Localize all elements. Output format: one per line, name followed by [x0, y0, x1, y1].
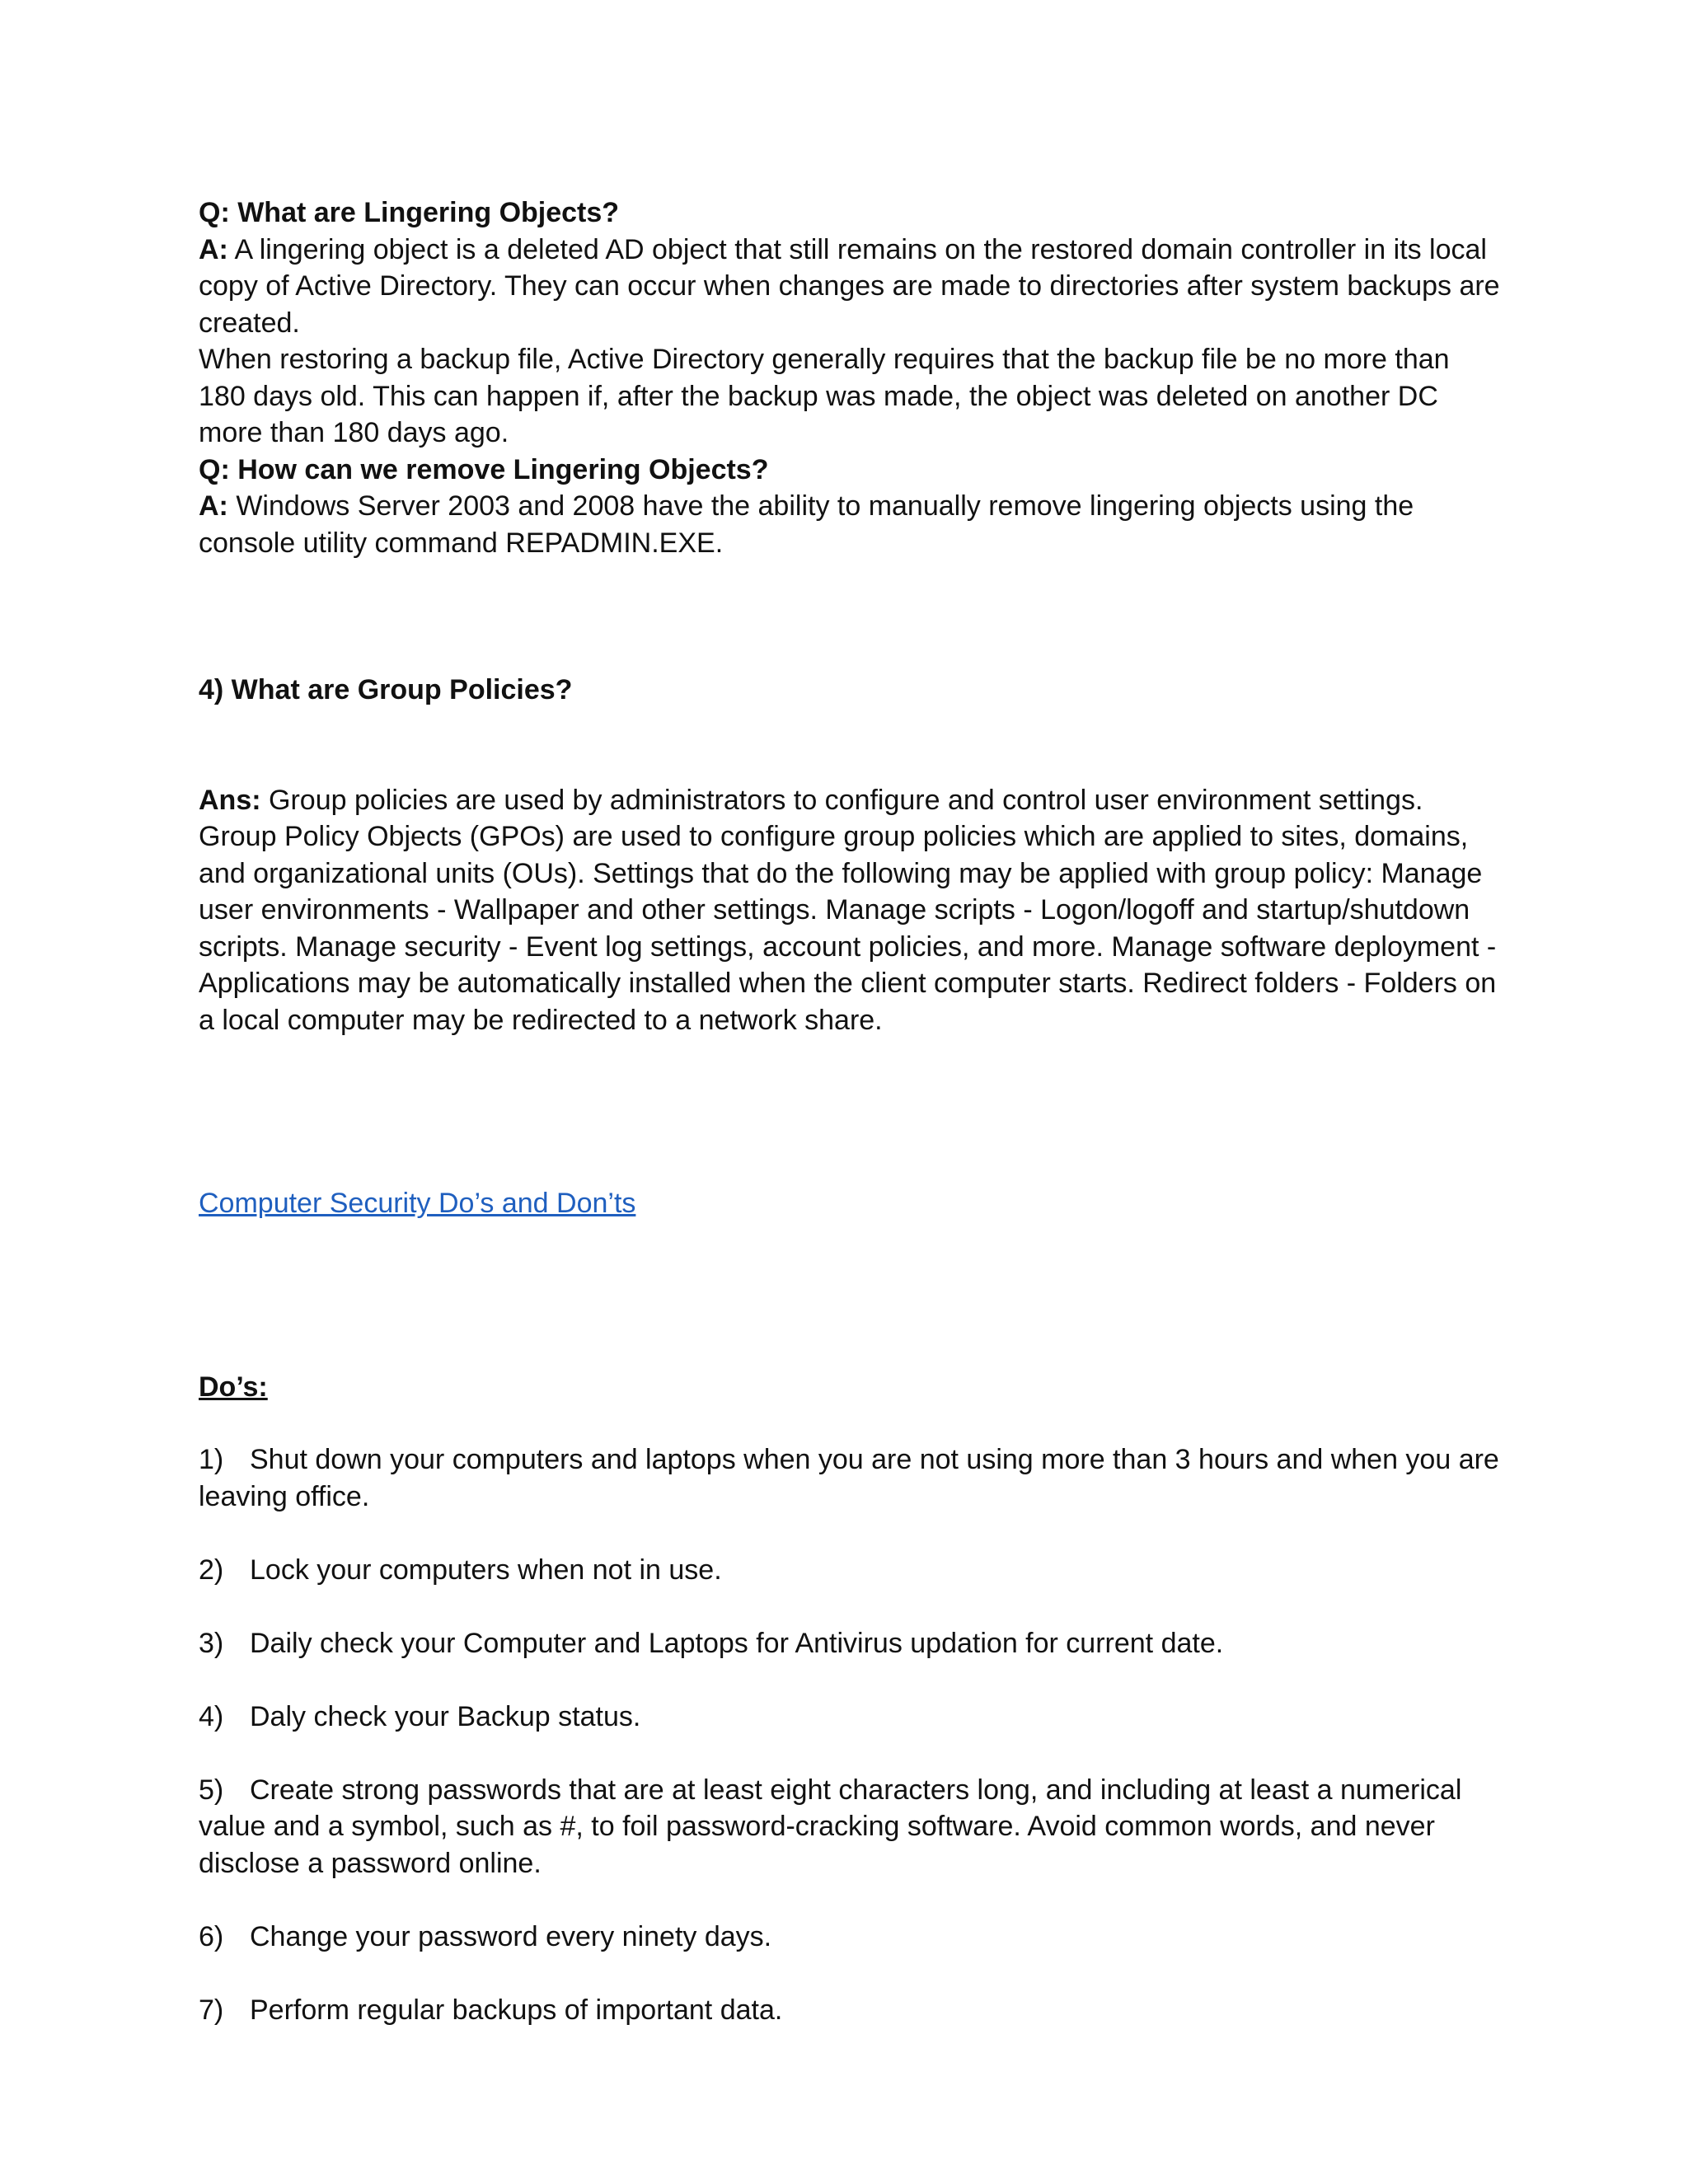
list-item [199, 1992, 1501, 2029]
section-heading-group-policies [199, 672, 1501, 709]
answer-lingering-objects-continued: When restoring a backup file, Active Directory generally requires that the backup file be no more than 180 days old. This can happen if, after the backup was made, the object was deleted on another DC more than 180 days ago. [199, 344, 1450, 448]
document-body [199, 194, 1501, 2028]
dos-heading [199, 1369, 1501, 1406]
list-item [199, 1441, 1501, 1515]
answer-lingering-objects [199, 232, 1501, 342]
link-paragraph [199, 1185, 1501, 1222]
security-dos-donts-link[interactable]: Computer Security Do’s and Don’ts [199, 1188, 636, 1219]
spacer [199, 1405, 1501, 1441]
spacer [199, 709, 1501, 782]
list-number: 7) [199, 1994, 224, 2026]
list-item [199, 1772, 1501, 1882]
list-number: 6) [199, 1920, 224, 1952]
list-text: Create strong passwords that are at least eight characters long, and including at least a numerical value and a symbol, such as #, to foil password-cracking software. Avoid common words, and never disclose a password online. [199, 1774, 1462, 1879]
question-lingering-objects [199, 194, 1501, 232]
list-item [199, 1699, 1501, 1736]
dos-heading-text: Do’s: [199, 1371, 268, 1403]
heading-text: 4) What are Group Policies? [199, 674, 573, 705]
list-text: Change your password every ninety days. [250, 1920, 772, 1952]
question-text: Q: What are Lingering Objects? [199, 197, 620, 228]
list-item [199, 1552, 1501, 1589]
list-text: Lock your computers when not in use. [250, 1554, 722, 1586]
list-item [199, 1919, 1501, 1956]
answer-text: A lingering object is a deleted AD object that still remains on the restored domain controller in its local copy of Active Directory. They can occur when changes are made to directories after system backups are created. [199, 233, 1500, 339]
spacer [199, 1222, 1501, 1369]
list-text: Daily check your Computer and Laptops for Antivirus updation for current date. [250, 1627, 1224, 1659]
answer-group-policies [199, 782, 1501, 1039]
question-remove-lingering-objects [199, 452, 1501, 489]
list-item [199, 1625, 1501, 1662]
list-number: 1) [199, 1444, 224, 1475]
answer-remove-lingering-objects [199, 488, 1501, 561]
answer-text: Group policies are used by administrators to configure and control user environment settings. Group Policy Objects (GPOs) are used to configure group policies which are applied to sites, domains, and organizational units (OUs). Settings that do the following may be applied with group policy: Manage user environments - Wallpaper and other settings. Manage scripts - Logon/logoff and startup/shutdown scripts. Manage security - Event log settings, account policies, and more. Manage software deployment - Applications may be automatically installed when the client computer starts. Redirect folders - Folders on a local computer may be redirected to a network share. [199, 784, 1497, 1036]
spacer [199, 1038, 1501, 1185]
answer-label: A: [199, 233, 228, 265]
list-number: 3) [199, 1627, 224, 1659]
list-number: 4) [199, 1700, 224, 1732]
question-text: Q: How can we remove Lingering Objects? [199, 453, 769, 485]
dos-list [199, 1441, 1501, 2028]
list-number: 5) [199, 1774, 224, 1806]
list-text: Daly check your Backup status. [250, 1700, 641, 1732]
list-number: 2) [199, 1554, 224, 1586]
list-text: Shut down your computers and laptops when you are not using more than 3 hours and when you are leaving office. [199, 1444, 1499, 1512]
list-text: Perform regular backups of important data. [250, 1994, 783, 2026]
spacer [199, 561, 1501, 672]
answer-text: Windows Server 2003 and 2008 have the ability to manually remove lingering objects using the console utility command REPADMIN.EXE. [199, 490, 1414, 559]
answer-label: A: [199, 490, 228, 522]
answer-label: Ans: [199, 784, 261, 816]
